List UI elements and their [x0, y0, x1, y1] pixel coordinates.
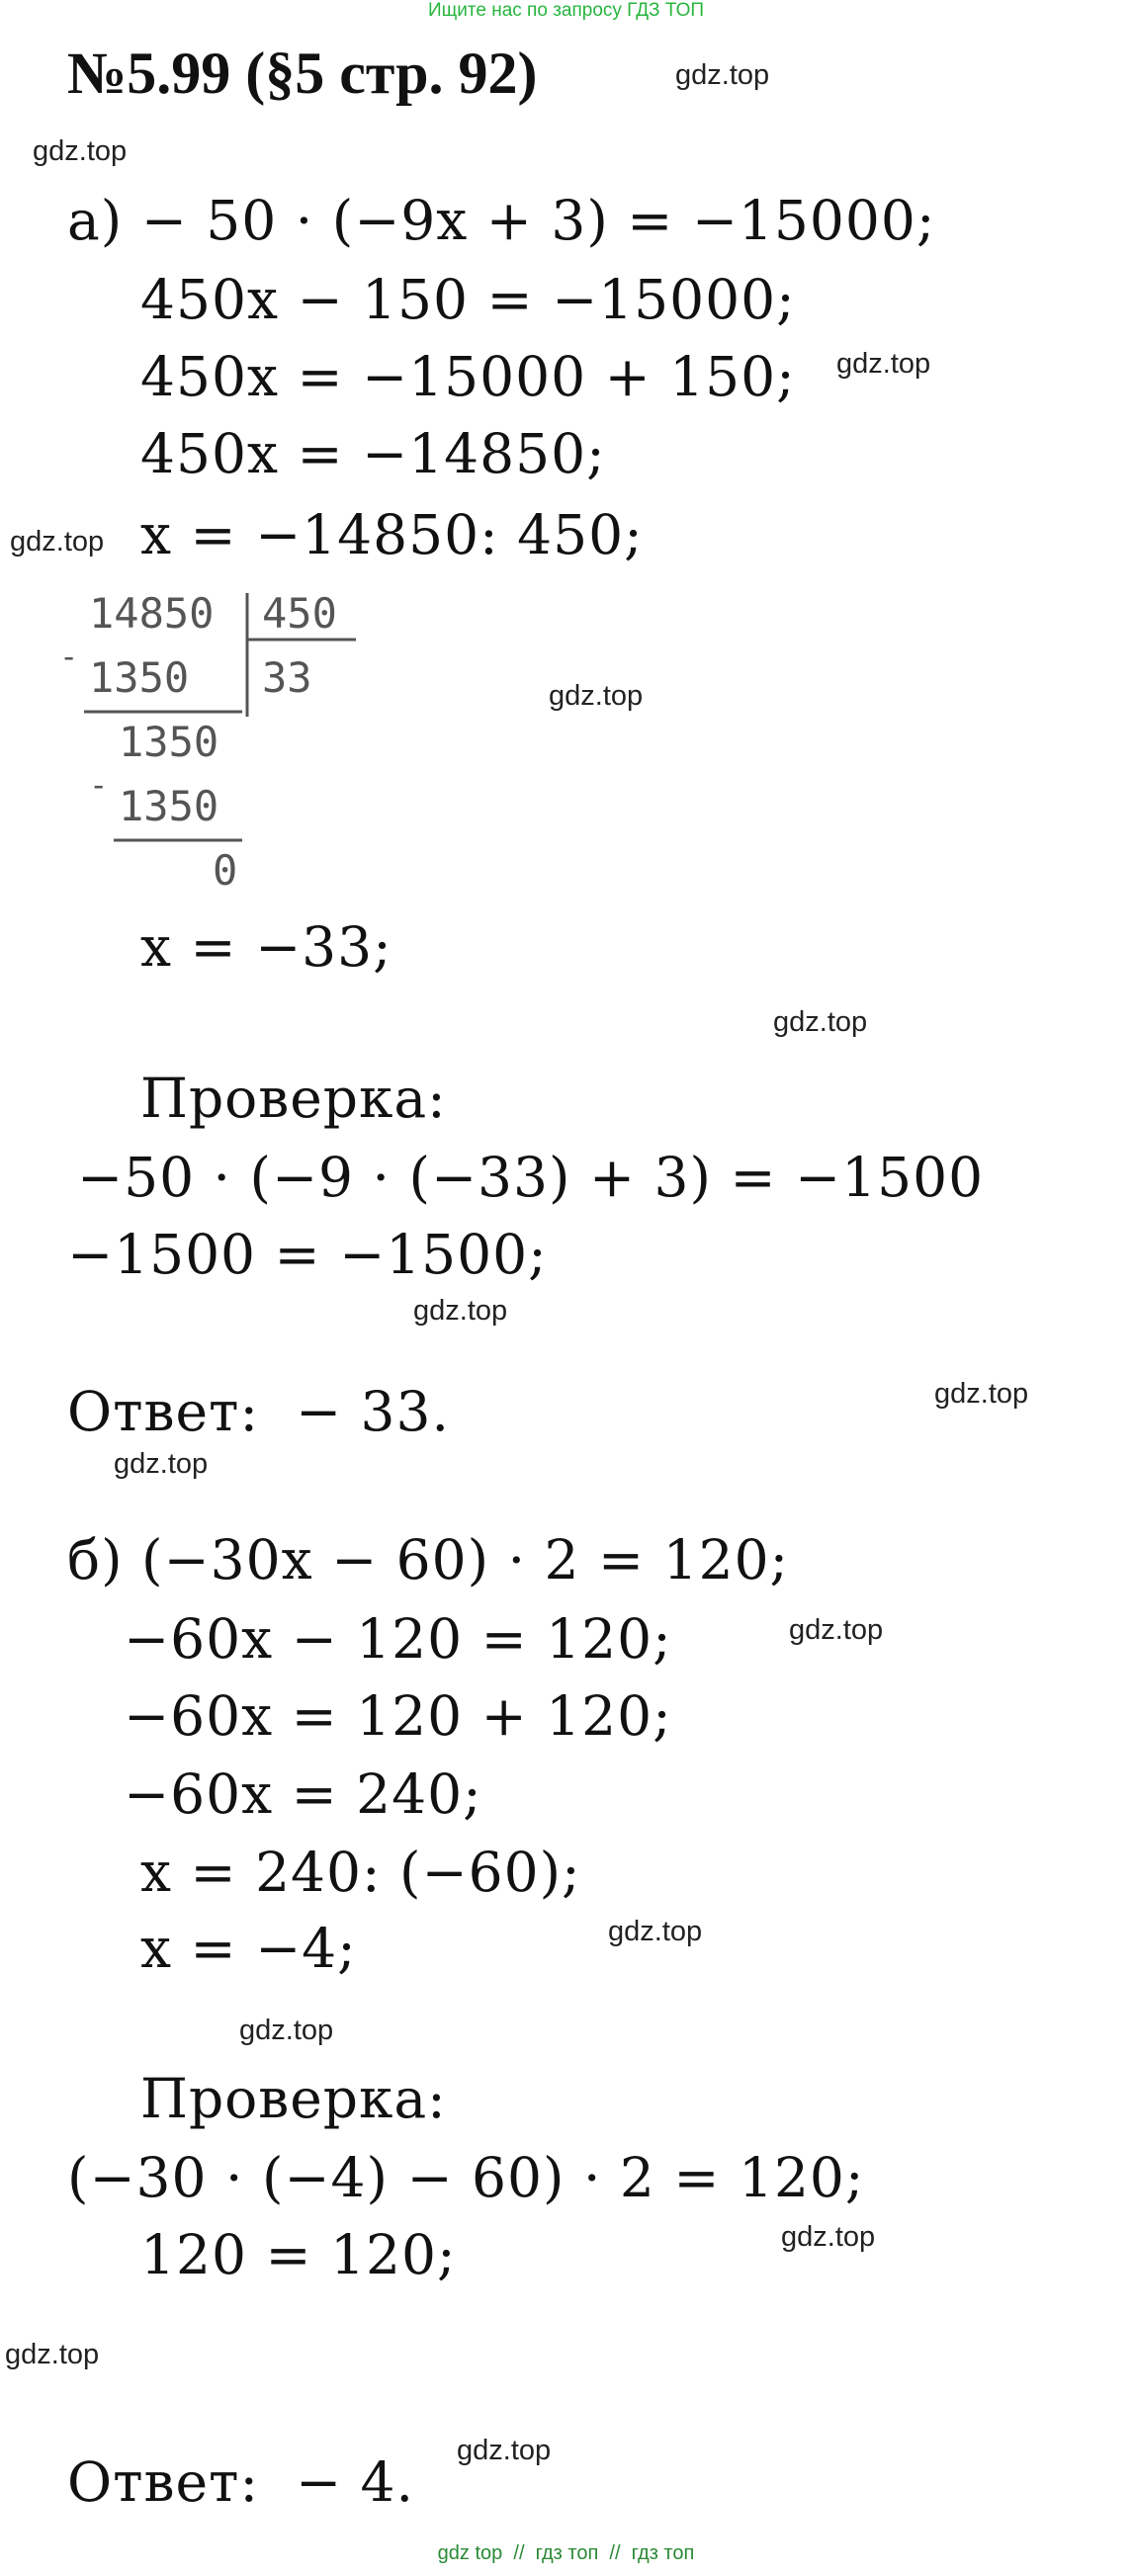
- part-b-equation-6: x = −4;: [140, 1917, 357, 1980]
- watermark: gdz.top: [608, 1916, 703, 1947]
- watermark: gdz.top: [10, 526, 105, 558]
- watermark: gdz.top: [781, 2221, 876, 2253]
- part-a-equation-5: x = −14850: 450;: [140, 503, 644, 566]
- part-b-equation-5: x = 240: (−60);: [140, 1841, 581, 1904]
- part-b-check-1: (−30 · (−4) − 60) · 2 = 120;: [67, 2146, 865, 2209]
- footer-links[interactable]: gdz top // гдз топ // гдз топ: [437, 2542, 695, 2564]
- part-a-equation-1: а) − 50 · (−9x + 3) = −15000;: [67, 189, 936, 252]
- watermark: gdz.top: [789, 1614, 884, 1646]
- part-b-check-label: Проверка:: [140, 2067, 447, 2130]
- part-a-result: x = −33;: [140, 915, 392, 979]
- watermark: gdz.top: [114, 1448, 209, 1480]
- division-dividend: 14850: [89, 589, 215, 638]
- part-a-equation-2: 450x − 150 = −15000;: [140, 268, 796, 331]
- watermark: gdz.top: [836, 348, 931, 380]
- division-step-1: 1350: [89, 653, 190, 702]
- part-a-check-2: −1500 = −1500;: [67, 1223, 548, 1286]
- watermark: gdz.top: [457, 2435, 552, 2466]
- division-remainder-1: 1350: [119, 718, 219, 766]
- part-a-answer: Ответ: − 33.: [67, 1380, 450, 1443]
- part-a-equation-4: 450x = −14850;: [140, 422, 606, 485]
- exercise-title: №5.99 (§5 стр. 92): [67, 41, 538, 106]
- part-a-check-label: Проверка:: [140, 1067, 447, 1130]
- division-step-2: 1350: [119, 782, 219, 830]
- part-b-check-2: 120 = 120;: [140, 2223, 457, 2286]
- watermark: gdz.top: [675, 59, 770, 91]
- part-b-equation-3: −60x = 120 + 120;: [124, 1684, 672, 1748]
- division-quotient: 33: [262, 653, 312, 702]
- watermark: gdz.top: [549, 680, 644, 712]
- division-divisor: 450: [262, 589, 337, 638]
- part-b-equation-2: −60x − 120 = 120;: [124, 1607, 672, 1671]
- watermark: gdz.top: [773, 1006, 868, 1038]
- search-banner[interactable]: Ищите нас по запросу ГДЗ ТОП: [427, 0, 705, 21]
- division-remainder-2: 0: [213, 846, 238, 895]
- part-a-check-1: −50 · (−9 · (−33) + 3) = −1500: [77, 1146, 985, 1209]
- watermark: gdz.top: [5, 2339, 100, 2370]
- division-minus-1: -: [59, 638, 79, 675]
- part-b-equation-4: −60x = 240;: [124, 1762, 482, 1826]
- part-b-equation-1: б) (−30x − 60) · 2 = 120;: [67, 1528, 790, 1591]
- part-a-equation-3: 450x = −15000 + 150;: [140, 345, 796, 408]
- division-minus-2: -: [89, 766, 109, 804]
- watermark: gdz.top: [239, 2015, 334, 2046]
- watermark: gdz.top: [33, 135, 128, 167]
- watermark: gdz.top: [934, 1378, 1029, 1410]
- part-b-answer: Ответ: − 4.: [67, 2450, 414, 2514]
- watermark: gdz.top: [413, 1295, 508, 1327]
- long-division: [59, 588, 376, 904]
